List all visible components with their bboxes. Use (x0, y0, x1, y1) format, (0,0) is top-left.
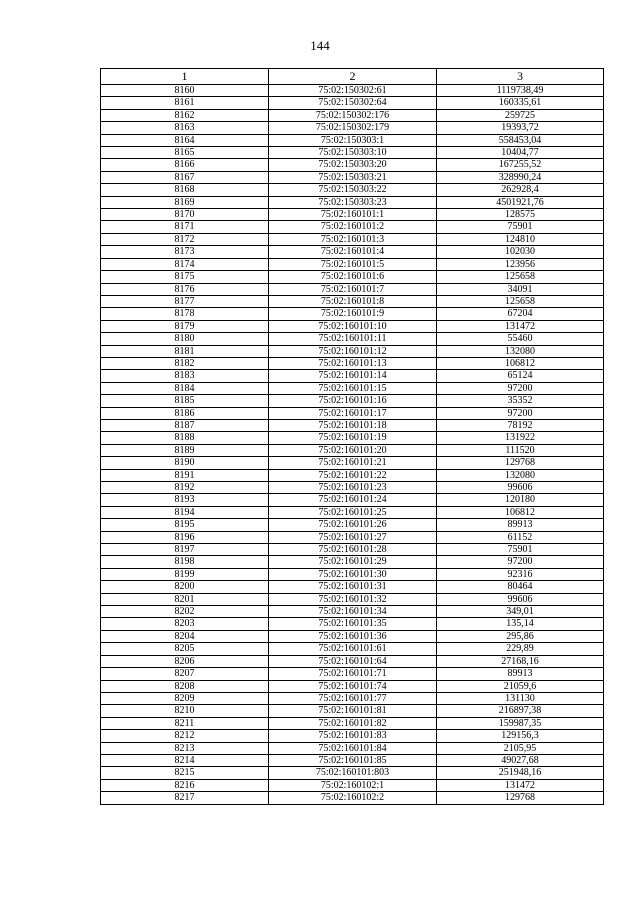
cadastral-number-cell: 75:02:150302:64 (269, 97, 437, 109)
table-row (101, 531, 604, 543)
row-number-cell: 8167 (101, 171, 269, 183)
table-row (101, 271, 604, 283)
cadastral-number-cell: 75:02:160101:803 (269, 767, 437, 779)
cadastral-value-cell: 10404,77 (437, 147, 604, 159)
cadastral-number-cell: 75:02:160101:7 (269, 283, 437, 295)
table-row (101, 147, 604, 159)
cadastral-value-cell: 132080 (437, 469, 604, 481)
row-number-cell: 8187 (101, 419, 269, 431)
cadastral-value-cell: 1119738,49 (437, 85, 604, 97)
table-row (101, 283, 604, 295)
cadastral-value-cell: 65124 (437, 370, 604, 382)
cadastral-value-cell: 27168,16 (437, 655, 604, 667)
table-row (101, 85, 604, 97)
cadastral-number-cell: 75:02:160101:13 (269, 357, 437, 369)
cadastral-value-cell: 123956 (437, 258, 604, 270)
cadastral-number-cell: 75:02:160101:17 (269, 407, 437, 419)
cadastral-number-cell: 75:02:160101:81 (269, 705, 437, 717)
row-number-cell: 8208 (101, 680, 269, 692)
cadastral-value-cell: 558453,04 (437, 134, 604, 146)
cadastral-value-cell: 19393,72 (437, 122, 604, 134)
row-number-cell: 8206 (101, 655, 269, 667)
cadastral-value-cell: 99606 (437, 482, 604, 494)
cadastral-number-cell: 75:02:160101:12 (269, 345, 437, 357)
table-row (101, 320, 604, 332)
cadastral-value-cell: 124810 (437, 233, 604, 245)
table-row (101, 333, 604, 345)
table-row (101, 444, 604, 456)
cadastral-number-cell: 75:02:150302:61 (269, 85, 437, 97)
cadastral-value-cell: 97200 (437, 556, 604, 568)
cadastral-value-cell: 216897,38 (437, 705, 604, 717)
row-number-cell: 8177 (101, 295, 269, 307)
row-number-cell: 8183 (101, 370, 269, 382)
cadastral-value-cell: 67204 (437, 308, 604, 320)
table-row (101, 544, 604, 556)
cadastral-number-cell: 75:02:160101:82 (269, 717, 437, 729)
cadastral-number-cell: 75:02:160101:84 (269, 742, 437, 754)
cadastral-value-cell: 129768 (437, 792, 604, 804)
table-row (101, 767, 604, 779)
row-number-cell: 8196 (101, 531, 269, 543)
row-number-cell: 8171 (101, 221, 269, 233)
cadastral-value-cell: 349,01 (437, 606, 604, 618)
table-row (101, 742, 604, 754)
cadastral-number-cell: 75:02:160101:8 (269, 295, 437, 307)
cadastral-value-cell: 78192 (437, 419, 604, 431)
row-number-cell: 8175 (101, 271, 269, 283)
row-number-cell: 8217 (101, 792, 269, 804)
cadastral-value-cell: 75901 (437, 544, 604, 556)
column-header-1: 1 (101, 69, 269, 85)
row-number-cell: 8184 (101, 382, 269, 394)
table-row (101, 655, 604, 667)
row-number-cell: 8182 (101, 357, 269, 369)
cadastral-number-cell: 75:02:150303:20 (269, 159, 437, 171)
row-number-cell: 8181 (101, 345, 269, 357)
cadastral-value-cell: 259725 (437, 109, 604, 121)
row-number-cell: 8185 (101, 395, 269, 407)
cadastral-number-cell: 75:02:160101:34 (269, 606, 437, 618)
row-number-cell: 8176 (101, 283, 269, 295)
table-row (101, 258, 604, 270)
cadastral-number-cell: 75:02:160101:22 (269, 469, 437, 481)
table-row (101, 680, 604, 692)
cadastral-value-cell: 295,86 (437, 630, 604, 642)
cadastral-number-cell: 75:02:160101:4 (269, 246, 437, 258)
row-number-cell: 8170 (101, 209, 269, 221)
row-number-cell: 8189 (101, 444, 269, 456)
row-number-cell: 8186 (101, 407, 269, 419)
cadastral-value-cell: 167255,52 (437, 159, 604, 171)
table-row (101, 370, 604, 382)
cadastral-value-cell: 89913 (437, 519, 604, 531)
cadastral-number-cell: 75:02:150303:1 (269, 134, 437, 146)
row-number-cell: 8190 (101, 457, 269, 469)
cadastral-number-cell: 75:02:150303:21 (269, 171, 437, 183)
row-number-cell: 8160 (101, 85, 269, 97)
cadastral-value-cell: 262928,4 (437, 184, 604, 196)
table-row (101, 345, 604, 357)
cadastral-number-cell: 75:02:160101:23 (269, 482, 437, 494)
row-number-cell: 8162 (101, 109, 269, 121)
cadastral-number-cell: 75:02:150303:22 (269, 184, 437, 196)
row-number-cell: 8211 (101, 717, 269, 729)
row-number-cell: 8212 (101, 730, 269, 742)
row-number-cell: 8207 (101, 668, 269, 680)
table-row (101, 457, 604, 469)
row-number-cell: 8193 (101, 494, 269, 506)
row-number-cell: 8188 (101, 432, 269, 444)
cadastral-number-cell: 75:02:160101:85 (269, 754, 437, 766)
row-number-cell: 8179 (101, 320, 269, 332)
cadastral-value-cell: 97200 (437, 407, 604, 419)
table-row (101, 159, 604, 171)
page-number: 144 (310, 38, 330, 53)
cadastral-number-cell: 75:02:160101:25 (269, 506, 437, 518)
cadastral-number-cell: 75:02:160101:19 (269, 432, 437, 444)
cadastral-value-cell: 61152 (437, 531, 604, 543)
cadastral-value-cell: 131922 (437, 432, 604, 444)
table-row (101, 233, 604, 245)
cadastral-number-cell: 75:02:160101:83 (269, 730, 437, 742)
cadastral-value-cell: 125658 (437, 271, 604, 283)
row-number-cell: 8161 (101, 97, 269, 109)
row-number-cell: 8202 (101, 606, 269, 618)
table-row (101, 469, 604, 481)
row-number-cell: 8173 (101, 246, 269, 258)
cadastral-number-cell: 75:02:160101:6 (269, 271, 437, 283)
row-number-cell: 8209 (101, 692, 269, 704)
cadastral-number-cell: 75:02:160101:29 (269, 556, 437, 568)
cadastral-number-cell: 75:02:150303:23 (269, 196, 437, 208)
cadastral-value-cell: 131472 (437, 320, 604, 332)
table-row (101, 184, 604, 196)
table-row (101, 171, 604, 183)
cadastral-value-cell: 80464 (437, 581, 604, 593)
cadastral-value-cell: 99606 (437, 593, 604, 605)
cadastral-number-cell: 75:02:160101:14 (269, 370, 437, 382)
table-row (101, 246, 604, 258)
row-number-cell: 8163 (101, 122, 269, 134)
table-row (101, 122, 604, 134)
cadastral-number-cell: 75:02:160101:16 (269, 395, 437, 407)
table-row (101, 581, 604, 593)
cadastral-number-cell: 75:02:160101:32 (269, 593, 437, 605)
cadastral-value-table (100, 68, 604, 805)
row-number-cell: 8201 (101, 593, 269, 605)
cadastral-value-cell: 125658 (437, 295, 604, 307)
row-number-cell: 8174 (101, 258, 269, 270)
row-number-cell: 8191 (101, 469, 269, 481)
cadastral-value-cell: 75901 (437, 221, 604, 233)
cadastral-value-cell: 92316 (437, 568, 604, 580)
table-row (101, 109, 604, 121)
table-row (101, 419, 604, 431)
table-row (101, 519, 604, 531)
cadastral-value-cell: 34091 (437, 283, 604, 295)
cadastral-number-cell: 75:02:160101:71 (269, 668, 437, 680)
table-row (101, 754, 604, 766)
cadastral-value-cell: 49027,68 (437, 754, 604, 766)
row-number-cell: 8164 (101, 134, 269, 146)
table-row (101, 593, 604, 605)
cadastral-value-cell: 35352 (437, 395, 604, 407)
column-header-3: 3 (437, 69, 604, 85)
cadastral-value-cell: 4501921,76 (437, 196, 604, 208)
table-row (101, 717, 604, 729)
cadastral-number-cell: 75:02:160101:18 (269, 419, 437, 431)
table-row (101, 482, 604, 494)
row-number-cell: 8166 (101, 159, 269, 171)
table-row (101, 308, 604, 320)
row-number-cell: 8213 (101, 742, 269, 754)
table-row (101, 630, 604, 642)
row-number-cell: 8172 (101, 233, 269, 245)
cadastral-number-cell: 75:02:160101:77 (269, 692, 437, 704)
table-row (101, 730, 604, 742)
cadastral-number-cell: 75:02:160101:10 (269, 320, 437, 332)
row-number-cell: 8194 (101, 506, 269, 518)
cadastral-value-cell: 21059,6 (437, 680, 604, 692)
table-row (101, 97, 604, 109)
table-row (101, 792, 604, 804)
cadastral-value-cell: 128575 (437, 209, 604, 221)
table-row (101, 196, 604, 208)
table-row (101, 643, 604, 655)
cadastral-number-cell: 75:02:160101:27 (269, 531, 437, 543)
row-number-cell: 8216 (101, 779, 269, 791)
cadastral-number-cell: 75:02:160101:35 (269, 618, 437, 630)
cadastral-value-cell: 129156,3 (437, 730, 604, 742)
table-row (101, 779, 604, 791)
table-row (101, 432, 604, 444)
row-number-cell: 8197 (101, 544, 269, 556)
row-number-cell: 8203 (101, 618, 269, 630)
row-number-cell: 8178 (101, 308, 269, 320)
cadastral-value-cell: 131130 (437, 692, 604, 704)
cadastral-number-cell: 75:02:160101:26 (269, 519, 437, 531)
column-header-2: 2 (269, 69, 437, 85)
cadastral-number-cell: 75:02:160101:20 (269, 444, 437, 456)
cadastral-number-cell: 75:02:160101:3 (269, 233, 437, 245)
row-number-cell: 8200 (101, 581, 269, 593)
cadastral-number-cell: 75:02:160101:36 (269, 630, 437, 642)
cadastral-number-cell: 75:02:160101:21 (269, 457, 437, 469)
row-number-cell: 8204 (101, 630, 269, 642)
cadastral-number-cell: 75:02:160102:1 (269, 779, 437, 791)
cadastral-number-cell: 75:02:160101:9 (269, 308, 437, 320)
row-number-cell: 8215 (101, 767, 269, 779)
cadastral-value-cell: 102030 (437, 246, 604, 258)
cadastral-number-cell: 75:02:150303:10 (269, 147, 437, 159)
cadastral-value-cell: 159987,35 (437, 717, 604, 729)
cadastral-value-cell: 120180 (437, 494, 604, 506)
cadastral-value-cell: 97200 (437, 382, 604, 394)
cadastral-number-cell: 75:02:160101:74 (269, 680, 437, 692)
table-row (101, 692, 604, 704)
table-row (101, 382, 604, 394)
cadastral-value-cell: 135,14 (437, 618, 604, 630)
cadastral-value-cell: 160335,61 (437, 97, 604, 109)
table-row (101, 295, 604, 307)
row-number-cell: 8198 (101, 556, 269, 568)
cadastral-value-cell: 106812 (437, 357, 604, 369)
row-number-cell: 8199 (101, 568, 269, 580)
cadastral-number-cell: 75:02:150302:179 (269, 122, 437, 134)
cadastral-number-cell: 75:02:160101:61 (269, 643, 437, 655)
row-number-cell: 8169 (101, 196, 269, 208)
cadastral-number-cell: 75:02:160101:15 (269, 382, 437, 394)
table-row (101, 568, 604, 580)
table-body (101, 85, 604, 805)
table-row (101, 221, 604, 233)
cadastral-value-cell: 229,89 (437, 643, 604, 655)
table-row (101, 134, 604, 146)
cadastral-value-cell: 251948,16 (437, 767, 604, 779)
table-row (101, 506, 604, 518)
cadastral-number-cell: 75:02:150302:176 (269, 109, 437, 121)
cadastral-number-cell: 75:02:160101:5 (269, 258, 437, 270)
table-row (101, 357, 604, 369)
cadastral-value-cell: 131472 (437, 779, 604, 791)
table-row (101, 618, 604, 630)
table-row (101, 668, 604, 680)
cadastral-number-cell: 75:02:160101:11 (269, 333, 437, 345)
row-number-cell: 8210 (101, 705, 269, 717)
table-row (101, 407, 604, 419)
cadastral-number-cell: 75:02:160102:2 (269, 792, 437, 804)
table-row (101, 209, 604, 221)
row-number-cell: 8195 (101, 519, 269, 531)
cadastral-value-cell: 129768 (437, 457, 604, 469)
cadastral-value-cell: 328990,24 (437, 171, 604, 183)
cadastral-value-cell: 89913 (437, 668, 604, 680)
cadastral-value-cell: 111520 (437, 444, 604, 456)
cadastral-value-cell: 2105,95 (437, 742, 604, 754)
table-row (101, 395, 604, 407)
cadastral-value-cell: 106812 (437, 506, 604, 518)
table-row (101, 556, 604, 568)
cadastral-number-cell: 75:02:160101:2 (269, 221, 437, 233)
cadastral-number-cell: 75:02:160101:31 (269, 581, 437, 593)
table-row (101, 606, 604, 618)
cadastral-value-cell: 132080 (437, 345, 604, 357)
row-number-cell: 8205 (101, 643, 269, 655)
table-row (101, 494, 604, 506)
table-header-row (101, 69, 604, 85)
cadastral-number-cell: 75:02:160101:64 (269, 655, 437, 667)
row-number-cell: 8165 (101, 147, 269, 159)
cadastral-value-cell: 55460 (437, 333, 604, 345)
cadastral-number-cell: 75:02:160101:28 (269, 544, 437, 556)
row-number-cell: 8192 (101, 482, 269, 494)
cadastral-number-cell: 75:02:160101:1 (269, 209, 437, 221)
row-number-cell: 8180 (101, 333, 269, 345)
table-row (101, 705, 604, 717)
row-number-cell: 8168 (101, 184, 269, 196)
cadastral-number-cell: 75:02:160101:24 (269, 494, 437, 506)
cadastral-number-cell: 75:02:160101:30 (269, 568, 437, 580)
row-number-cell: 8214 (101, 754, 269, 766)
